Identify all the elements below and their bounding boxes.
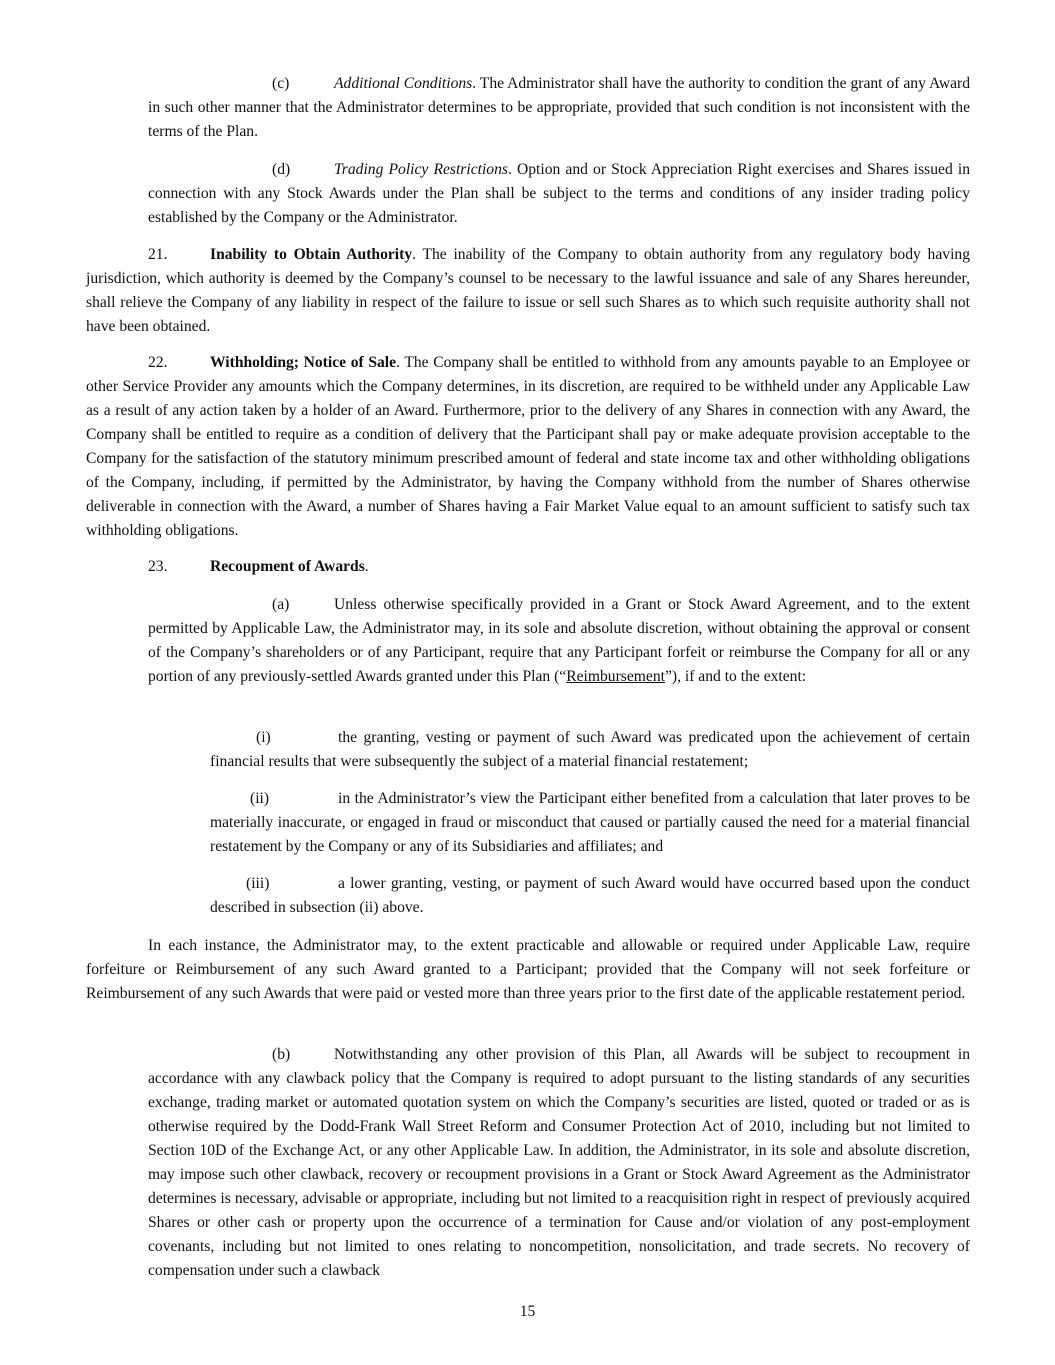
subitem-i [210, 726, 970, 774]
paragraph-20c [148, 72, 970, 144]
paragraph-23b [148, 1043, 970, 1283]
item-text: . The Administrator shall have the authority to condition the grant of any Award in such other manner that the Administrator determines to be appropriate, provided that such condition is not inconsistent with the terms of the Plan. [148, 75, 970, 140]
paragraph-text: In each instance, the Administrator may, to the extent practicable and allowable or required under Applicable Law, require forfeiture or Reimbursement of any such Award granted to a Participant; provided that the Company will not seek forfeiture or Reimbursement of any such Awards that were paid or vested more than three years prior to the first date of the applicable restatement period. [86, 937, 970, 1002]
section-number: 21. [148, 246, 168, 263]
item-text: Notwithstanding any other provision of this Plan, all Awards will be subject to recoupment in accordance with any clawback policy that the Company is required to adopt pursuant to the listing standards of any securities exchange, trading market or automated quotation system on which the Company’s securities are listed, quoted or traded or as is otherwise required by the Dodd-Frank Wall Street Reform and Consumer Protection Act of 2010, including but not limited to Section 10D of the Exchange Act, or any other Applicable Law. In addition, the Administrator, in its sole and absolute discretion, may impose such other clawback, recovery or recoupment provisions in a Grant or Stock Award Agreement as the Administrator determines is necessary, advisable or appropriate, including but not limited to a reacquisition right in respect of previously acquired Shares or other cash or property upon the occurrence of a termination for Cause and/or violation of any post-employment covenants, including but not limited to ones relating to noncompetition, nonsolicitation, and trade secrets. No recovery of compensation under such a clawback [148, 1046, 970, 1279]
item-label: (d) [272, 161, 291, 178]
page-number: 15 [519, 1303, 536, 1320]
paragraph-23a [148, 593, 970, 689]
section-title: Withholding; Notice of Sale [210, 354, 397, 371]
subitem-iii [210, 872, 970, 920]
item-text-before: Unless otherwise specifically provided in a Grant or Stock Award Agreement, and to the extent permitted by Applicable Law, the Administrator may, in its sole and absolute discretion, without obtaining the approval or consent of the Company’s shareholders or of any Participant, require that any Participant forfeit or reimburse the Company for all or any portion of any previously-settled Awards granted under this Plan (“ [148, 596, 970, 685]
paragraph-20d [148, 158, 970, 230]
item-title: Trading Policy Restrictions [334, 161, 508, 178]
subitem-label: (ii) [250, 790, 270, 807]
section-title: Recoupment of Awards [210, 558, 365, 575]
section-title: Inability to Obtain Authority [210, 246, 413, 263]
item-text: . Option and or Stock Appreciation Right exercises and Shares issued in connection with any Stock Awards under the Plan shall be subject to the terms and conditions of any insider trading policy established by the Company or the Administrator. [148, 161, 971, 226]
section-title-end: . [364, 558, 369, 575]
item-label: (c) [272, 75, 290, 92]
subitem-label: (i) [256, 729, 271, 746]
section-23-heading [86, 555, 970, 579]
section-text: . The inability of the Company to obtain authority from any regulatory body having jurisdiction, which authority is deemed by the Company’s counsel to be necessary to the lawful issuance and sale of any Shares hereunder, shall relieve the Company of any liability in respect of the failure to issue or sell such Shares as to which such requisite authority shall not have been obtained. [86, 246, 970, 335]
section-21 [86, 243, 970, 339]
item-label: (b) [272, 1046, 291, 1063]
section-number: 23. [148, 558, 168, 575]
subitem-text: a lower granting, vesting, or payment of such Award would have occurred based upon the conduct described in subsection (ii) above. [210, 875, 970, 916]
paragraph-in-each-instance [86, 934, 970, 1006]
defined-term-reimbursement: Reimbursement [566, 668, 665, 685]
subitem-ii [210, 787, 970, 859]
section-22 [86, 351, 970, 543]
subitem-label: (iii) [246, 875, 270, 892]
section-number: 22. [148, 354, 168, 371]
subitem-text: in the Administrator’s view the Participant either benefited from a calculation that later proves to be materially inaccurate, or engaged in fraud or misconduct that caused or partially caused the need for a material financial restatement by the Company or any of its Subsidiaries and affiliates; and [210, 790, 970, 855]
subitem-text: the granting, vesting or payment of such Award was predicated upon the achievement of certain financial results that were subsequently the subject of a material financial restatement; [210, 729, 970, 770]
item-text-after: ”), if and to the extent: [664, 668, 807, 685]
item-title: Additional Conditions [334, 75, 473, 92]
section-text: . The Company shall be entitled to withhold from any amounts payable to an Employee or other Service Provider any amounts which the Company determines, in its discretion, are required to be withheld under any Applicable Law as a result of any action taken by a holder of an Award. Furthermore, prior to the delivery of any Shares in connection with any Award, the Company shall be entitled to require as a condition of delivery that the Participant shall pay or make adequate provision acceptable to the Company for the satisfaction of the statutory minimum prescribed amount of federal and state income tax and other withholding obligations of the Company, including, if permitted by the Administrator, by having the Company withhold from the number of Shares otherwise deliverable in connection with the Award, a number of Shares having a Fair Market Value equal to an amount sufficient to satisfy such tax withholding obligations. [86, 354, 970, 539]
item-label: (a) [272, 596, 290, 613]
